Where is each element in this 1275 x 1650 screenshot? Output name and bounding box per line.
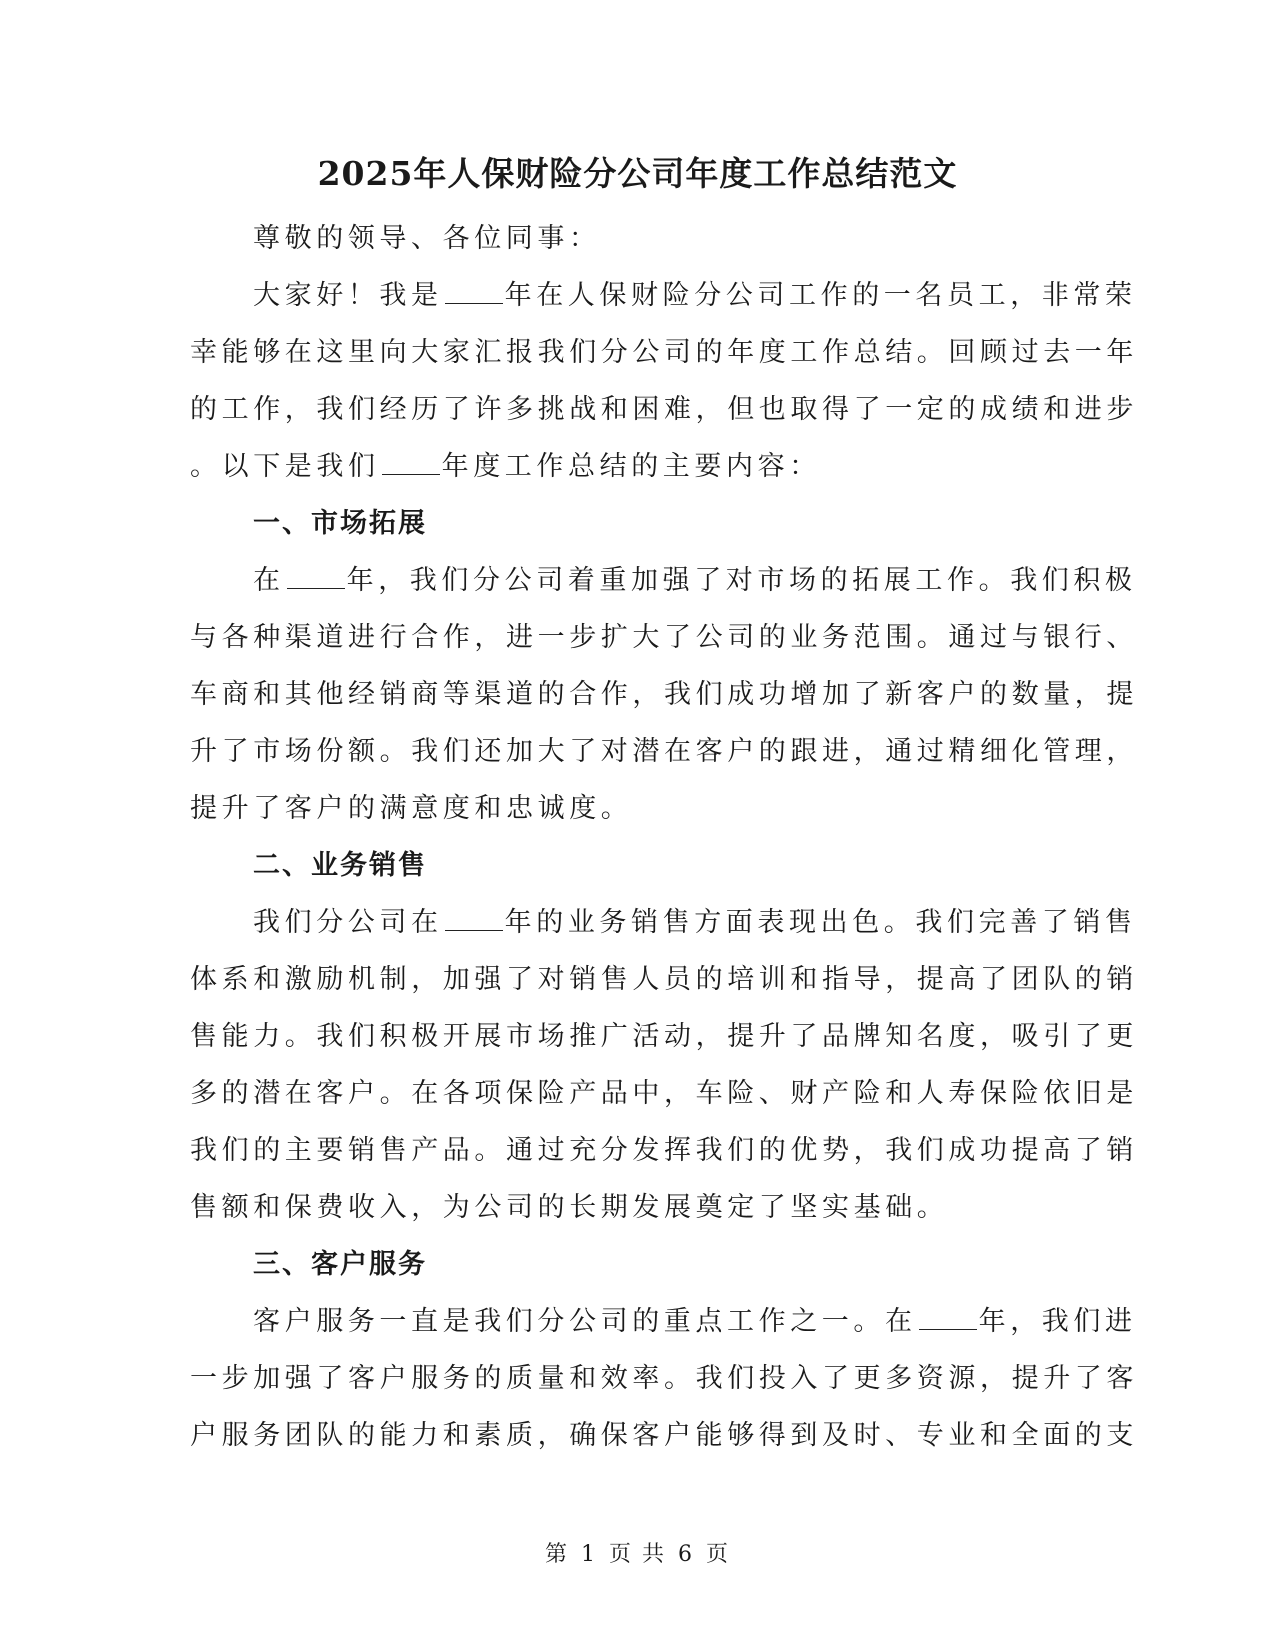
- document-title: 2025年人保财险分公司年度工作总结范文: [317, 154, 958, 193]
- paragraph-line: 车商和其他经销商等渠道的合作，我们成功增加了新客户的数量，提: [190, 679, 1138, 710]
- paragraph-line: 升了市场份额。我们还加大了对潜在客户的跟进，通过精细化管理，: [190, 736, 1138, 767]
- paragraph-line: 售能力。我们积极开展市场推广活动，提升了品牌知名度，吸引了更: [190, 1021, 1138, 1052]
- paragraph-line: 我们分公司在 年的业务销售方面表现出色。我们完善了销售: [253, 907, 1137, 938]
- total-pages: 6: [678, 1542, 694, 1567]
- paragraph-line: 的工作，我们经历了许多挑战和困难，但也取得了一定的成绩和进步: [190, 394, 1138, 425]
- fill-in-blank: [919, 1307, 977, 1330]
- paragraph-line: 。以下是我们 年度工作总结的主要内容：: [190, 451, 821, 482]
- page-footer: 第 1 页 共 6 页: [544, 1542, 731, 1567]
- document-body: [190, 210, 1138, 1464]
- paragraph-line: 幸能够在这里向大家汇报我们分公司的年度工作总结。回顾过去一年: [190, 337, 1138, 368]
- paragraph-line: 与各种渠道进行合作，进一步扩大了公司的业务范围。通过与银行、: [190, 622, 1138, 653]
- paragraph-line: 售额和保费收入，为公司的长期发展奠定了坚实基础。: [190, 1192, 949, 1223]
- paragraph-line: 提升了客户的满意度和忠诚度。: [190, 793, 633, 824]
- section-heading-service: 三、客户服务: [253, 1249, 427, 1280]
- section-heading-market: 一、市场拓展: [253, 508, 427, 539]
- paragraph-line: 在 年，我们分公司着重加强了对市场的拓展工作。我们积极: [253, 565, 1137, 596]
- fill-in-blank: [445, 908, 503, 931]
- paragraph-line: 客户服务一直是我们分公司的重点工作之一。在 年，我们进: [253, 1306, 1137, 1337]
- fill-in-blank: [287, 566, 345, 589]
- paragraph-line: 大家好！我是 年在人保财险分公司工作的一名员工，非常荣: [253, 280, 1137, 311]
- section-heading-sales: 二、业务销售: [253, 850, 427, 881]
- fill-in-blank: [445, 281, 503, 304]
- current-page-number: 1: [581, 1542, 597, 1567]
- paragraph-line: 体系和激励机制，加强了对销售人员的培训和指导，提高了团队的销: [190, 964, 1138, 995]
- paragraph-line: 我们的主要销售产品。通过充分发挥我们的优势，我们成功提高了销: [190, 1135, 1138, 1166]
- fill-in-blank: [382, 452, 440, 475]
- salutation: 尊敬的领导、各位同事：: [253, 223, 601, 254]
- paragraph-line: 一步加强了客户服务的质量和效率。我们投入了更多资源，提升了客: [190, 1363, 1138, 1394]
- paragraph-line: 户服务团队的能力和素质，确保客户能够得到及时、专业和全面的支: [190, 1420, 1138, 1451]
- paragraph-line: 多的潜在客户。在各项保险产品中，车险、财产险和人寿保险依旧是: [190, 1078, 1138, 1109]
